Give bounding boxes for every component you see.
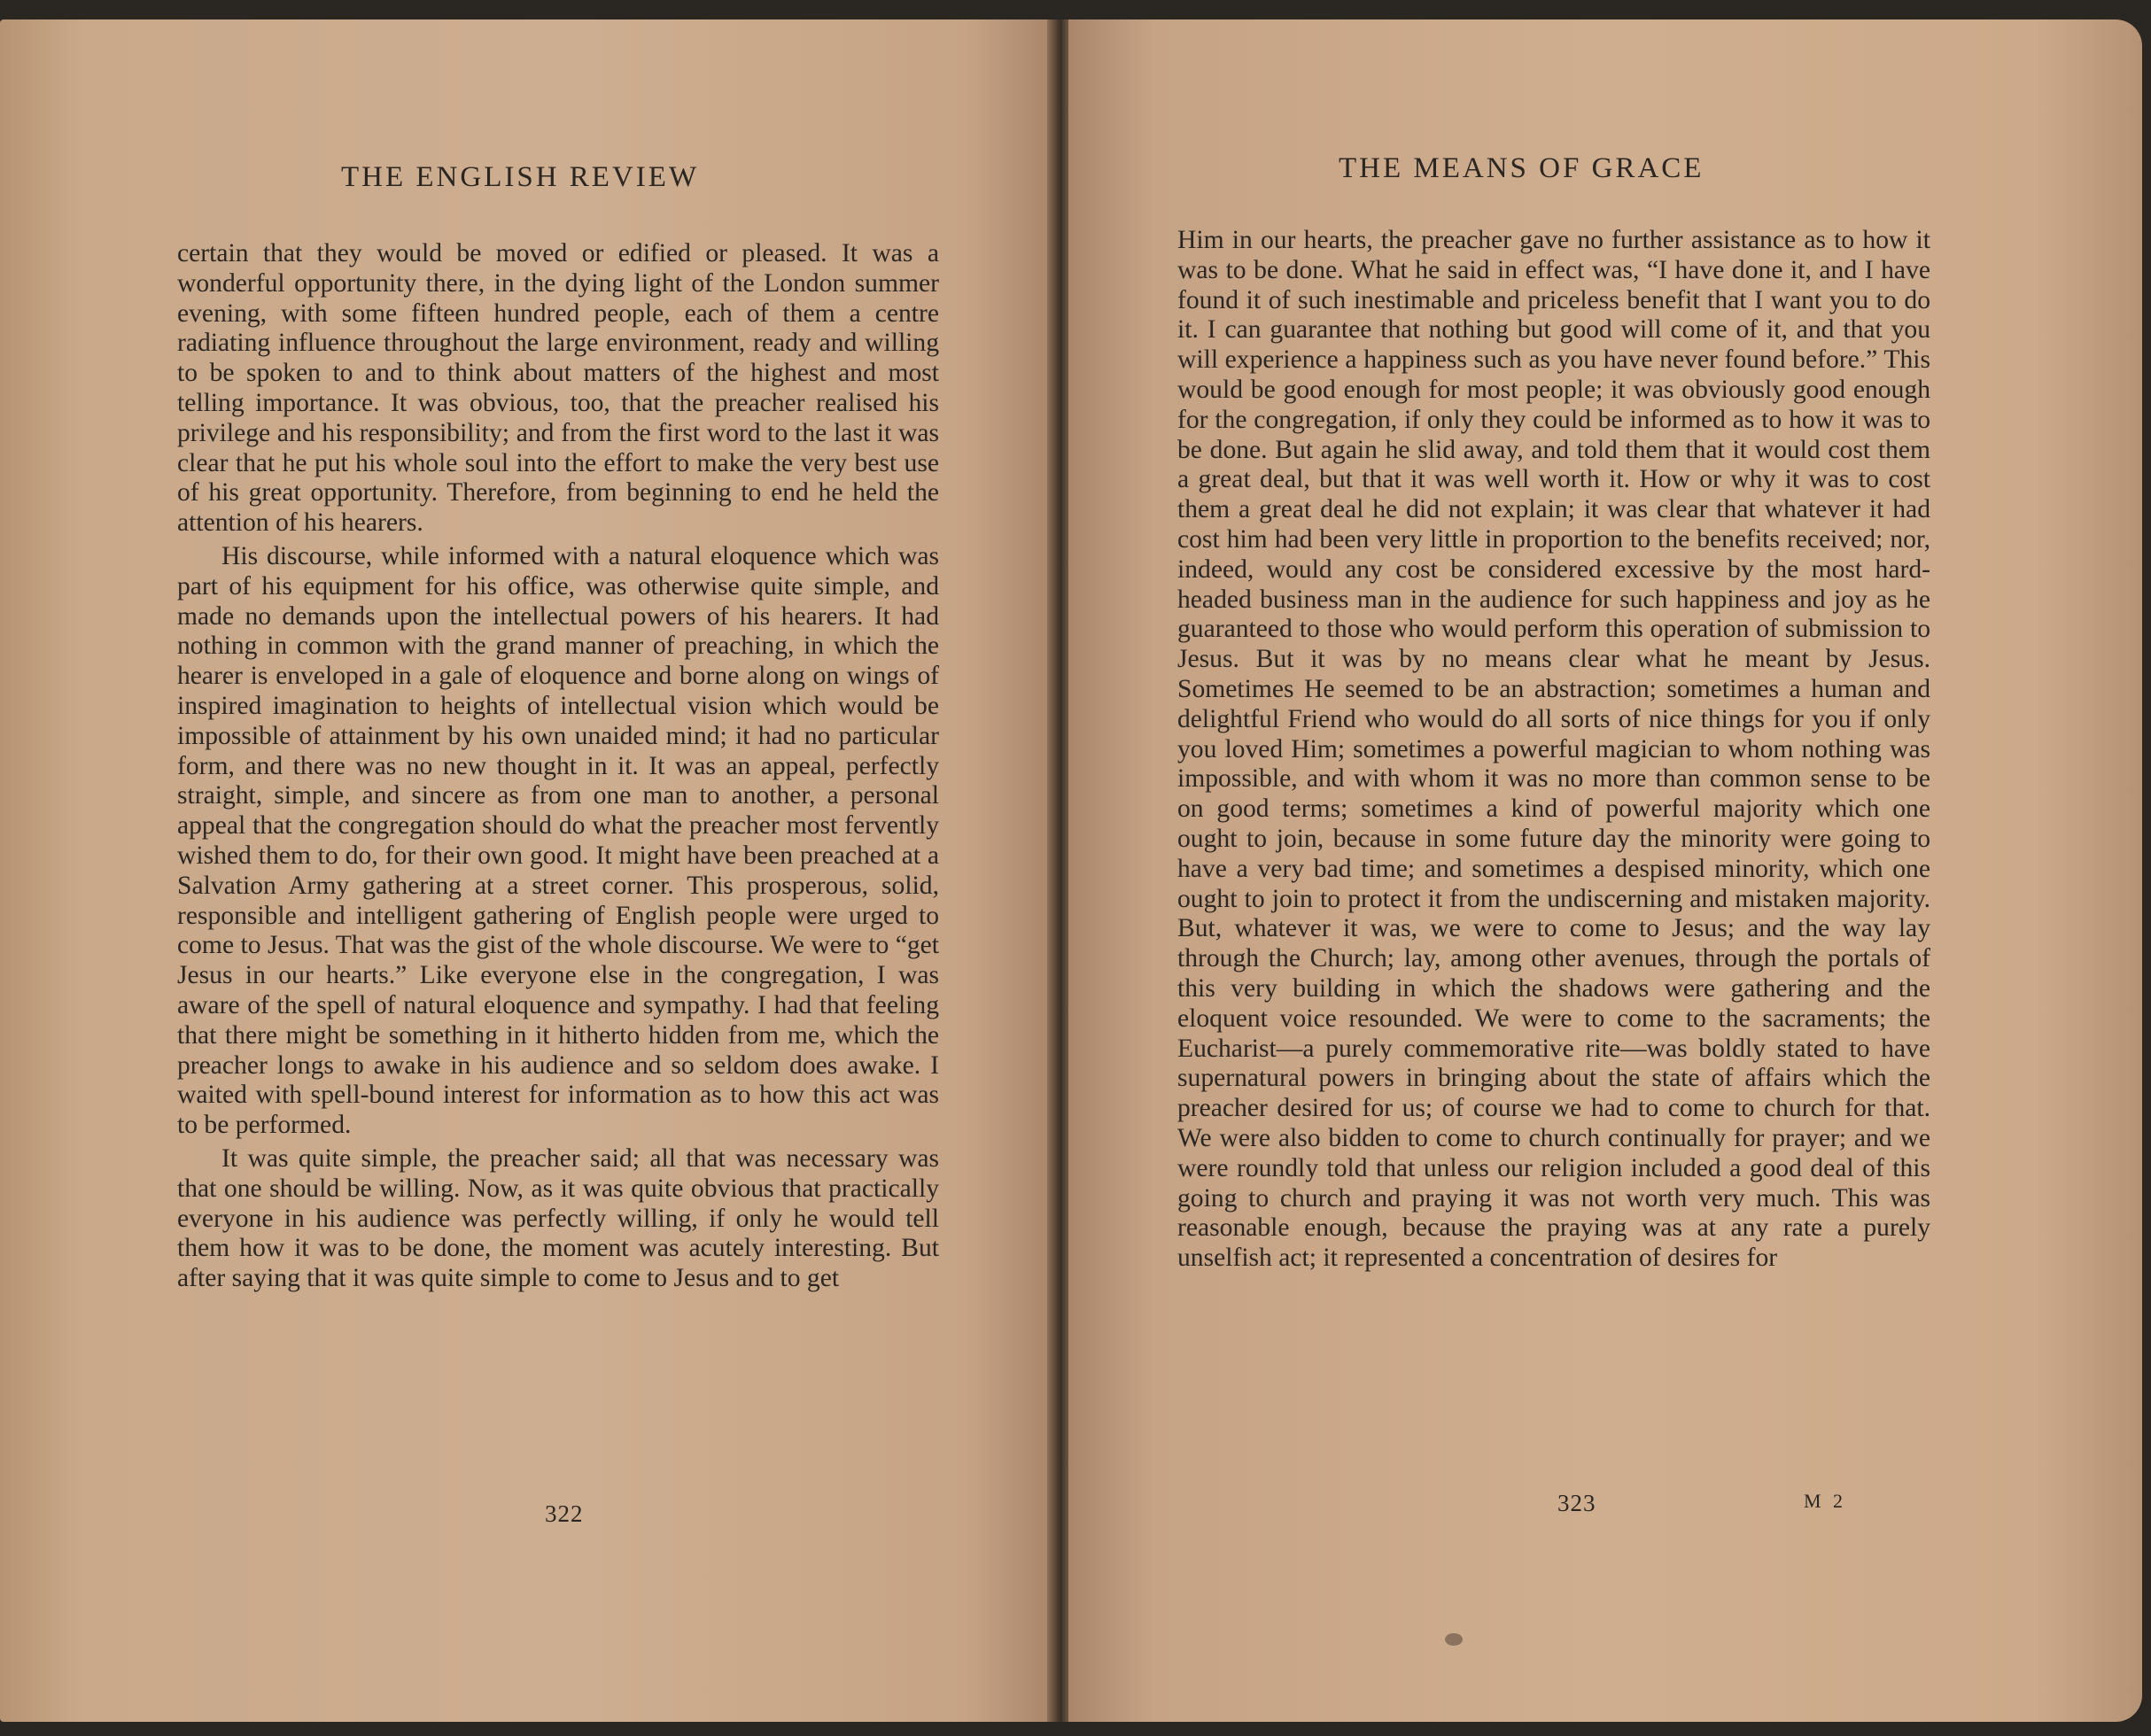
- paragraph: It was quite simple, the preacher said; all that was necessary was that one should be willing. Now, as it was quite obvious that practically everyone in his audience was perfectly willing, if only he would tell them how it was to be done, the moment was acutely interesting. But after saying that it was quite simple to come to Jesus and to get: [177, 1143, 939, 1293]
- paragraph: certain that they would be moved or edified or pleased. It was a wonderful opportunity there, in the dying light of the London summer evening, with some fifteen hundred people, each of them a centre radiating influence throughout the large environment, ready and willing to be spoken to and to think about matters of the highest and most telling importance. It was obvious, too, that the preacher realised his privilege and his responsibility; and from the first word to the last it was clear that he put his whole soul into the effort to make the very best use of his great opportunity. Therefore, from beginning to end he held the attention of his hearers.: [177, 239, 939, 538]
- paragraph: His discourse, while informed with a natural eloquence which was part of his equipment for his office, was otherwise quite simple, and made no demands upon the intellectual powers of his hearers. It had nothing in common with the grand manner of preaching, in which the hearer is enveloped in a gale of eloquence and borne along on wings of inspired imagination to heights of intellectual vision which would be impossible of attainment by his own unaided mind; it had no particular form, and there was no new thought in it. It was an appeal, perfectly straight, simple, and sincere as from one man to another, a personal appeal that the congregation should do what the preacher most fervently wished them to do, for their own good. It might have been preached at a Salvation Army gathering at a street corner. This prosperous, solid, responsible and intelligent gathering of English people were urged to come to Jesus. That was the gist of the whole discourse. We were to “get Jesus in our hearts.” Like everyone else in the congregation, I was aware of the spell of natural eloquence and sympathy. I had that feeling that there might be something in it hitherto hidden from me, which the preacher longs to awake in his audience and so seldom does awake. I waited with spell-bound interest for information as to how this act was to be performed.: [177, 541, 939, 1140]
- page-number: 322: [545, 1500, 584, 1527]
- signature-mark: M 2: [1804, 1490, 1847, 1512]
- paper-stain: [1445, 1633, 1463, 1646]
- page-body: [177, 239, 939, 1294]
- right-page: [1068, 19, 2142, 1722]
- running-head: THE MEANS OF GRACE: [1339, 152, 1704, 184]
- left-page: [0, 19, 1051, 1722]
- running-head: THE ENGLISH REVIEW: [341, 161, 700, 193]
- page-body: [1177, 226, 1930, 1274]
- paragraph: Him in our hearts, the preacher gave no further assistance as to how it was to be done. What he said in effect was, “I have done it, and I have found it of such inestimable and priceless benefit that I want you to do it. I can guarantee that nothing but good will come of it, and that you will experience a happiness such as you have never found before.” This would be good enough for most people; it was obviously good enough for the congregation, if only they could be informed as to how it was to be done. But again he slid away, and told them that it would cost them a great deal, but that it was well worth it. How or why it was to cost them a great deal he did not explain; it was clear that whatever it had cost him had been very little in proportion to the benefits received; nor, indeed, would any cost be considered excessive by the most hard-headed business man in the audience for such happiness and joy as he guaranteed to those who would perform this operation of submission to Jesus. But it was by no means clear what he meant by Jesus. Sometimes He seemed to be an abstraction; sometimes a human and delightful Friend who would do all sorts of nice things for you if only you loved Him; sometimes a powerful magician to whom nothing was impossible, and with whom it was no more than common sense to be on good terms; sometimes a kind of powerful majority which one ought to join, because in some future day the minority were going to have a very bad time; and sometimes a despised minority, which one ought to join to protect it from the undiscerning and mistaken majority. But, whatever it was, we were to come to Jesus; and the way lay through the Church; lay, among other avenues, through the portals of this very building in which the shadows were gathering and the eloquent voice resounded. We were to come to the sacraments; the Eucharist—a purely commemorative rite—was boldly stated to have supernatural powers in bringing about the state of affairs which the preacher desired for us; of course we had to come to church for that. We were also bidden to come to church continually for prayer; and we were roundly told that unless our religion included a good deal of this going to church and praying it was not worth very much. This was reasonable enough, because the praying was at any rate a purely unselfish act; it represented a concentration of desires for: [1177, 226, 1930, 1273]
- page-number: 323: [1557, 1490, 1596, 1516]
